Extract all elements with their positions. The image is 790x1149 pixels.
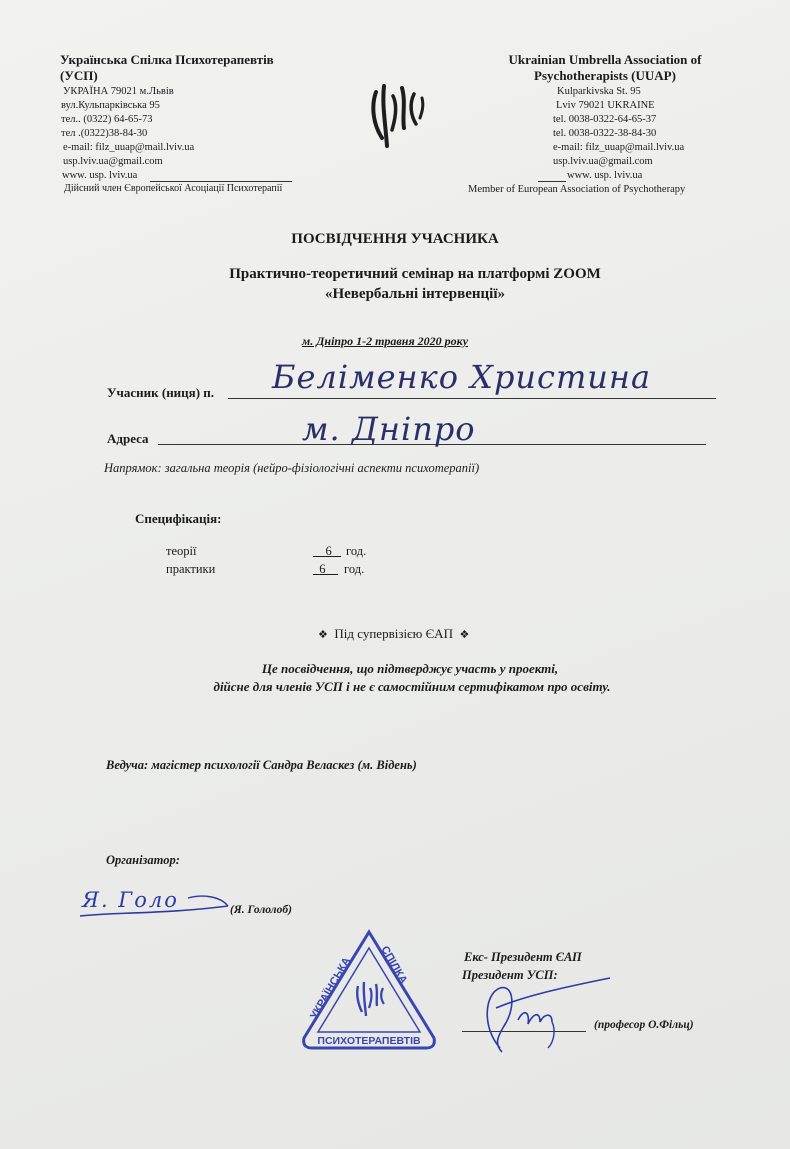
usp-logo-icon (362, 76, 432, 150)
left-address-line1: УКРАЇНА 79021 м.Львів (63, 86, 174, 97)
right-phone1: tel. 0038-0322-64-65-37 (553, 114, 657, 125)
stamp-bottom-text: ПСИХОТЕРАПЕВТІВ (317, 1035, 421, 1047)
right-email2: usp.lviv.ua@gmail.com (553, 156, 653, 167)
spec-practice-hours-value: 6 (319, 562, 326, 576)
supervision-line (318, 626, 469, 642)
participant-name-handwritten: Беліменко Христина (272, 358, 652, 396)
diamond-bullet-icon: ❖ (318, 628, 328, 641)
stamp-top-right-text: СПІЛКА (378, 944, 410, 986)
document-title: ПОСВІДЧЕННЯ УЧАСНИКА (291, 231, 499, 247)
left-address-line2: вул.Кульпарківська 95 (61, 100, 160, 111)
direction-text: Напрямок: загальна теорія (нейро-фізіологічні аспекти психотерапії) (104, 461, 480, 475)
right-org-name-line1: Ukrainian Umbrella Association of (508, 52, 702, 67)
organizer-label: Організатор: (106, 853, 180, 867)
seminar-line2: «Невербальні інтервенції» (324, 286, 506, 302)
left-website: www. usp. lviv.ua (62, 170, 138, 181)
spec-theory-label: теорії (166, 544, 197, 558)
organization-stamp (300, 928, 438, 1056)
supervision-text: Під супервізією ЄАП (334, 626, 453, 641)
diamond-bullet-icon: ❖ (459, 628, 470, 641)
organizer-signature: Я. Голо (82, 888, 179, 912)
president-name: (професор О.Фільц) (594, 1019, 694, 1031)
organizer-name: (Я. Гололоб) (230, 904, 292, 916)
notice-line1: Це посвідчення, що підтверджує участь у проекті, (261, 661, 559, 676)
left-phone1: тел.. (0322) 64-65-73 (61, 114, 153, 125)
spec-practice-unit: год. (344, 562, 365, 576)
president-line1: Екс- Президент ЄАП (464, 950, 582, 964)
host-text: Ведуча: магістер психології Сандра Веласкез (м. Відень) (106, 758, 417, 772)
left-org-name-line1: Українська Спілка Психотерапевтів (60, 52, 274, 67)
spec-theory-hours (313, 544, 341, 559)
address-label: Адреса (107, 431, 149, 446)
right-org-name-line2: Psychotherapists (UUAP) (534, 68, 676, 83)
left-email1: e-mail: filz_uuap@mail.lviv.ua (63, 142, 195, 153)
organizer-signature-stroke (76, 892, 236, 922)
specification-label: Специфікація: (135, 511, 222, 526)
address-handwritten: м. Дніпро (302, 410, 476, 448)
right-address-line1: Kulparkivska St. 95 (557, 86, 641, 97)
president-signature (460, 968, 630, 1058)
right-website: www. usp. lviv.ua (567, 170, 643, 181)
spec-theory-unit: год. (346, 544, 367, 558)
right-email1: e-mail: filz_uuap@mail.lviv.ua (553, 142, 685, 153)
seminar-line1: Практично-теоретичний семінар на платформі ZOOM (229, 266, 601, 282)
notice-line2: дійсне для членів УСП і не є самостійним сертифікатом про освіту. (213, 679, 611, 694)
left-website-underline (150, 181, 292, 182)
president-line2: Президент УСП: (462, 968, 558, 982)
spec-practice-hours (313, 562, 338, 577)
left-org-name-line2: (УСП) (60, 68, 98, 83)
spec-theory-hours-value: 6 (325, 544, 332, 558)
right-membership: Member of European Association of Psychotherapy (468, 184, 686, 195)
right-website-underline (538, 181, 566, 182)
left-email2: usp.lviv.ua@gmail.com (63, 156, 163, 167)
left-phone2: тел .(0322)38-84-30 (61, 128, 148, 139)
right-phone2: tel. 0038-0322-38-84-30 (553, 128, 657, 139)
stamp-top-left-text: УКРАЇНСЬКА (308, 955, 354, 1022)
participant-label: Учасник (ниця) п. (107, 385, 215, 400)
spec-practice-label: практики (166, 562, 216, 576)
left-membership: Дійсний член Європейської Асоціації Психотерапії (64, 183, 283, 194)
place-date: м. Дніпро 1-2 травня 2020 року (302, 334, 469, 348)
right-address-line2: Lviv 79021 UKRAINE (556, 100, 655, 111)
participant-underline (228, 398, 716, 399)
